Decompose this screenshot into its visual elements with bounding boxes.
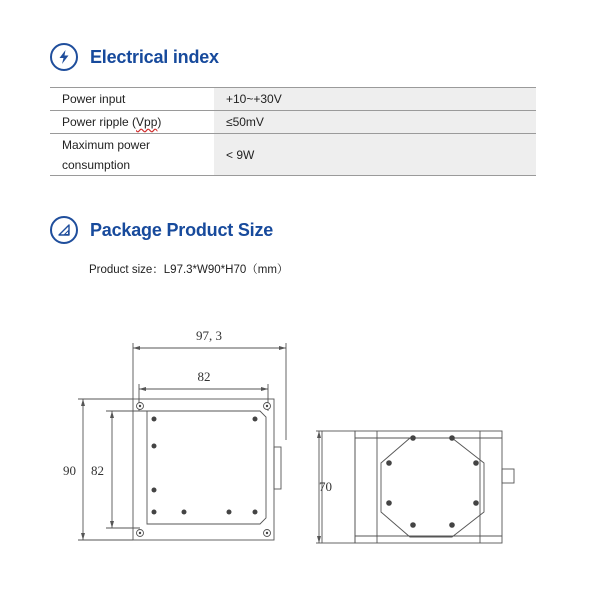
- dim-side-height-label: 70: [319, 479, 332, 494]
- spelling-marked-text: Vpp: [136, 115, 158, 129]
- side-view-connector: [502, 469, 514, 483]
- section-title: Package Product Size: [90, 219, 274, 240]
- spec-key: Power input: [50, 88, 214, 111]
- spec-key-pre: Power ripple (: [62, 115, 137, 129]
- table-row: [50, 111, 536, 134]
- octagon-cover: [381, 438, 484, 537]
- dim-outer-width-label: 97, 3: [196, 328, 222, 343]
- side-connector: [274, 447, 281, 489]
- electrical-index-heading: [50, 43, 219, 71]
- lightning-icon: [50, 43, 78, 71]
- package-size-heading: [50, 216, 273, 244]
- spec-value: < 9W: [214, 134, 536, 176]
- dim-outer-height-label: 90: [63, 463, 76, 478]
- spec-key-post: ): [157, 115, 162, 129]
- inner-plate: [147, 411, 266, 524]
- electrical-spec-table: [50, 87, 536, 176]
- spec-value: +10~+30V: [214, 88, 536, 111]
- dim-inner-height-label: 82: [91, 463, 104, 478]
- spec-value: ≤50mV: [214, 111, 536, 134]
- spec-key-line1: Maximum power: [62, 137, 151, 152]
- product-size-text: Product size：L97.3*W90*H70（mm）: [89, 264, 289, 276]
- table-row: [50, 88, 536, 111]
- spec-key-line2: consumption: [62, 157, 131, 172]
- spec-key: [50, 134, 214, 176]
- dim-inner-width-label: 82: [197, 369, 211, 384]
- spec-key: [50, 111, 214, 134]
- product-dimension-drawing: [0, 300, 600, 560]
- ruler-triangle-icon: [50, 216, 78, 244]
- section-title: Electrical index: [90, 46, 219, 67]
- table-row: [50, 134, 536, 176]
